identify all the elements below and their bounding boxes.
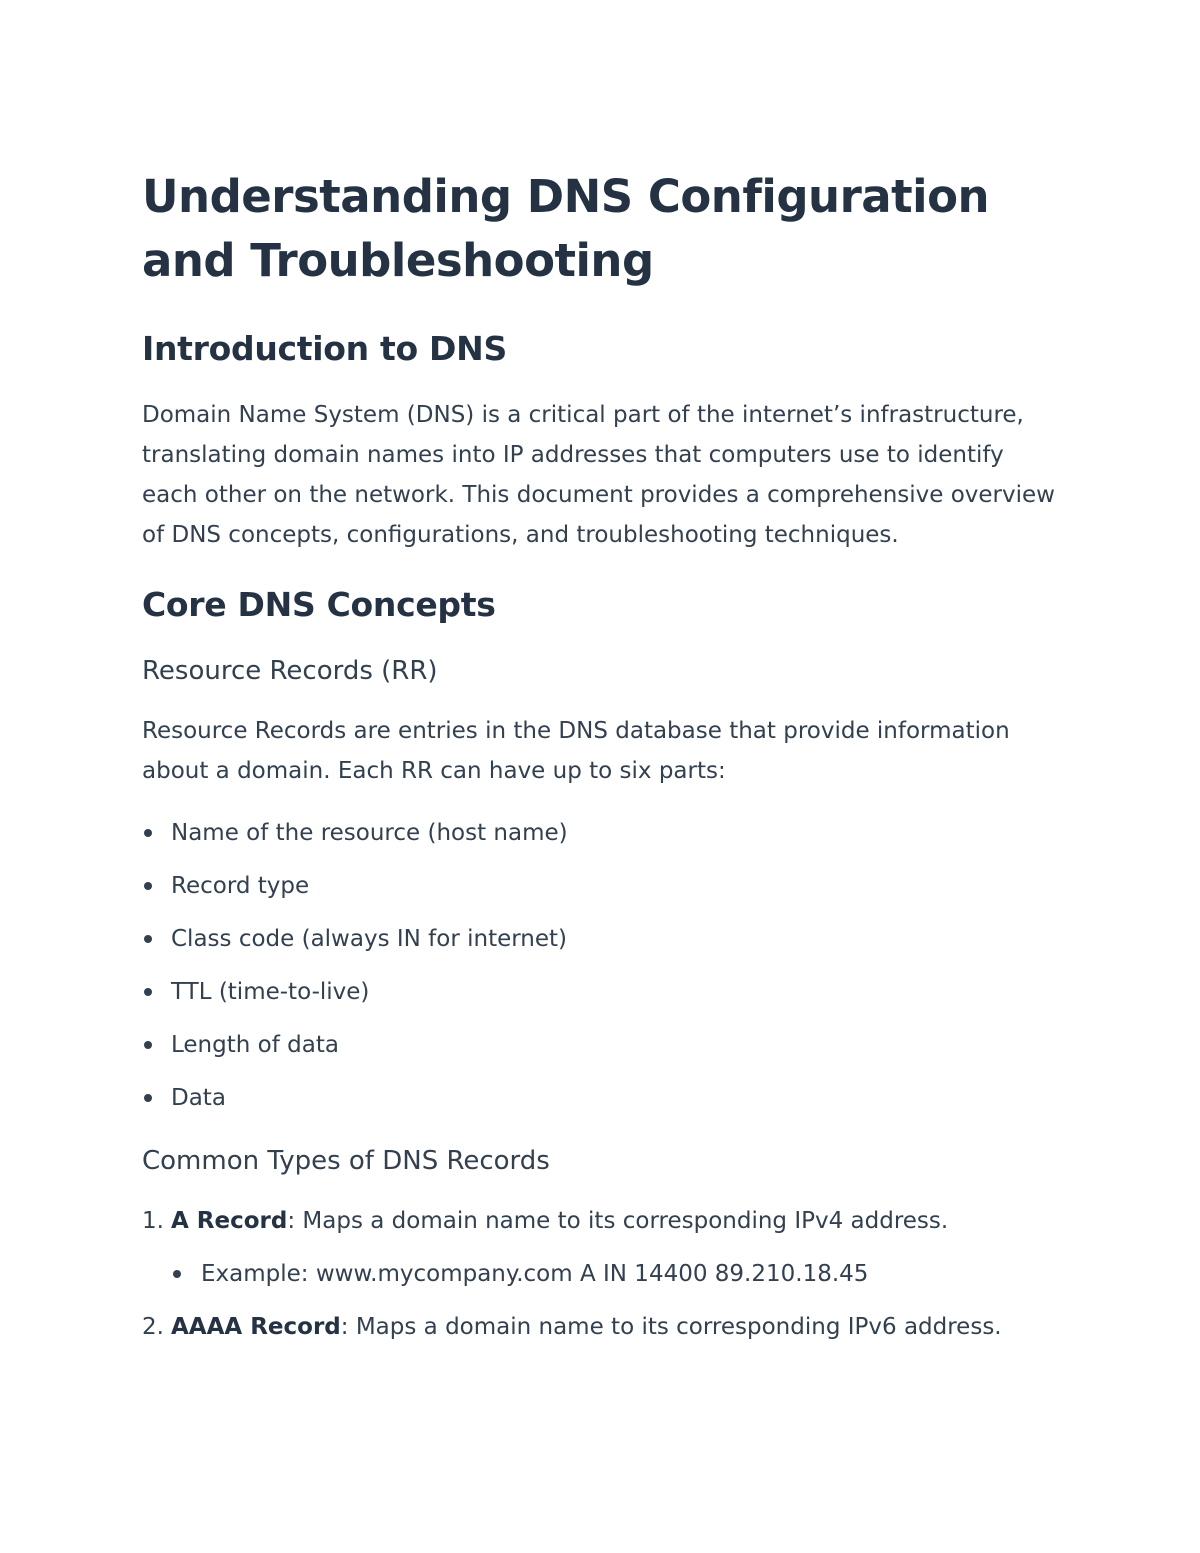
list-item <box>171 1248 1062 1301</box>
list-item <box>142 913 1062 966</box>
record-type-description: : Maps a domain name to its corresponding IPv6 address. <box>340 1314 1002 1340</box>
bullet-icon <box>144 1094 152 1102</box>
list-number: 1. <box>142 1208 164 1234</box>
rr-parts-list <box>142 807 1062 1125</box>
intro-paragraph: Domain Name System (DNS) is a critical part of the internet’s infrastructure, translating domain names into IP addresses that computers use to identify each other on the network. This document provides a comprehensive overview of DNS concepts, configurations, and troubleshooting techniques. <box>142 402 1055 548</box>
document-page <box>142 165 1062 1354</box>
list-item <box>142 1019 1062 1072</box>
record-type-sub-list <box>171 1248 1062 1301</box>
list-item <box>142 966 1062 1019</box>
list-item-text: Class code (always IN for internet) <box>171 926 568 952</box>
bullet-icon <box>144 935 152 943</box>
record-type-description: : Maps a domain name to its corresponding IPv4 address. <box>287 1208 949 1234</box>
record-example: Example: www.mycompany.com A IN 14400 89.210.18.45 <box>201 1261 869 1287</box>
record-type-name: A Record <box>171 1208 288 1234</box>
document-title: Understanding DNS Configuration and Troubleshooting <box>142 170 990 287</box>
resource-records-paragraph: Resource Records are entries in the DNS database that provide information about a domain. Each RR can have up to six parts: <box>142 718 1010 784</box>
intro-heading: Introduction to DNS <box>142 329 507 368</box>
list-number: 2. <box>142 1314 164 1340</box>
list-item-text: Length of data <box>171 1032 339 1058</box>
list-item-text: Data <box>171 1085 226 1111</box>
record-type-item-aaaa <box>142 1301 1062 1354</box>
list-item-text: TTL (time-to-live) <box>171 979 370 1005</box>
bullet-icon <box>144 882 152 890</box>
list-item-text: Name of the resource (host name) <box>171 820 568 846</box>
list-item <box>142 1072 1062 1125</box>
record-type-item-a <box>142 1195 1062 1301</box>
list-item-text: Record type <box>171 873 310 899</box>
record-type-name: AAAA Record <box>171 1314 341 1340</box>
bullet-icon <box>144 829 152 837</box>
bullet-icon <box>173 1270 181 1278</box>
core-concepts-heading: Core DNS Concepts <box>142 585 496 624</box>
resource-records-heading: Resource Records (RR) <box>142 656 438 686</box>
list-item <box>142 860 1062 913</box>
bullet-icon <box>144 988 152 996</box>
list-item <box>142 807 1062 860</box>
record-types-heading: Common Types of DNS Records <box>142 1146 550 1176</box>
bullet-icon <box>144 1041 152 1049</box>
record-types-list <box>142 1195 1062 1354</box>
